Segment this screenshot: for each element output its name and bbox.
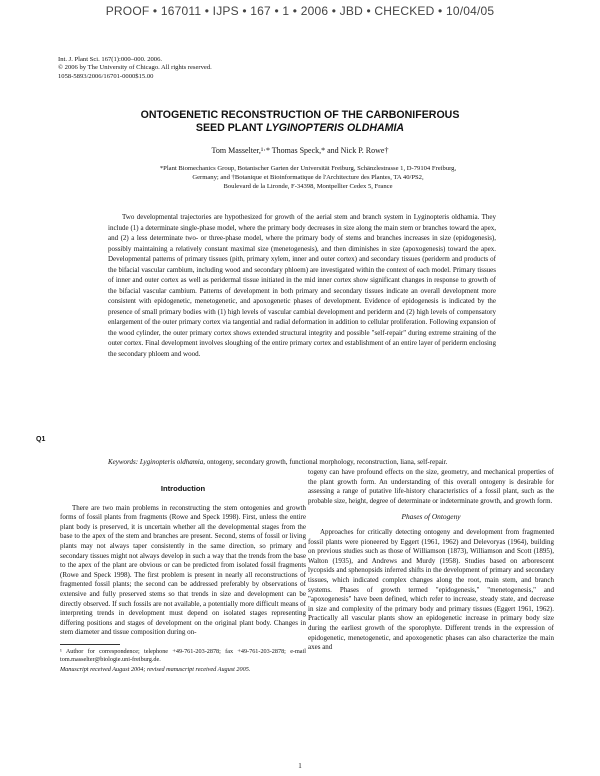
- journal-line: Int. J. Plant Sci. 167(1):000–000. 2006.: [58, 56, 163, 63]
- affiliation-line: Boulevard de la Lironde, F-34398, Montpellier Cedex 5, France: [223, 183, 393, 191]
- affiliation-line: *Plant Biomechanics Group, Botanischer Garten der Universität Freiburg, Schänzlestrasse 1, D-79104 Freiburg,: [159, 165, 457, 172]
- title-line: ONTOGENETIC RECONSTRUCTION OF THE CARBONIFEROUS: [140, 109, 460, 121]
- keywords-text: ontogeny, secondary growth, functional morphology, reconstruction, liana, self-repair.: [204, 458, 448, 466]
- footnote-rule: [60, 644, 120, 645]
- right-paragraph: Approaches for critically detecting ontogeny and development from fragmented fossil plants were pioneered by Eggert (1961, 1962) and Delevoryas (1964), building on previous studies such as those of Williamson (1873), Williamson and Scott (1895), Walton (1935), and Andrews and Murdy (1958). Studies based on arborescent lycopsids and sphenopsids inferred shifts in the development of primary and secondary tissues, which indicated complex changes along the root, main stem, and branch systems. Phases of growth termed "epidogenesis," "menetogenesis," and "apoxogenesis" have been defined, which refer to increase, steady state, and decrease in size and complexity of the primary body and primary tissues (Eggert 1961, 1962). Practically all vascular plants show an epidogenetic increase in primary body size during the earliest growth of the sporophyte. Different trends in the expression of epidogenetic, menetogenetic, and apoxogenetic phases can also characterize the main axes and: [308, 527, 554, 652]
- left-column: [60, 484, 306, 674]
- keywords-label: Keywords:: [108, 458, 139, 466]
- journal-line: 1058-5893/2006/16701-0000$15.00: [58, 72, 154, 80]
- right-column: [308, 468, 554, 653]
- affiliation-line: Germany; and †Botanique et Bioinformatique de l'Architecture des Plantes, TA 40/PS2,: [192, 174, 424, 182]
- title-species: LYGINOPTERIS OLDHAMIA: [265, 121, 405, 134]
- journal-citation: [58, 56, 212, 81]
- introduction-heading: Introduction: [160, 484, 206, 493]
- manuscript-note: Manuscript received August 2004; revised manuscript received August 2005.: [60, 665, 251, 673]
- title-line: [60, 122, 540, 135]
- footnote: ¹ Author for correspondence; telephone +49-761-203-2878; fax +49-761-203-2878; e-mail tom.masselter@biologie.uni-freiburg.de.: [60, 647, 306, 663]
- proof-header: PROOF • 167011 • IJPS • 167 • 1 • 2006 • JBD • CHECKED • 10/04/05: [105, 4, 495, 18]
- page-number: 1: [298, 762, 302, 770]
- abstract-text: Two developmental trajectories are hypothesized for growth of the aerial stem and branch system in Lyginopteris oldhamia. They include (1) a determinate single-phase model, where the primary body decreases in size along the main stem or branches toward the apex, and (2) a less determinate two- or three-phase model, where the primary body of stems and branches increases in size (epidogenesis), possibly maintaining a relatively constant maximal size (menetogenesis), and then diminishes in size (apoxogenesis) toward the apex. Developmental patterns of primary tissues (pith, primary xylem, inner and outer cortex) and secondary tissues (periderm and products of the bifacial vascular cambium, including wood and secondary phloem) are investigated within the context of each model. Primary tissues of inner and outer cortex as well as peridermal tissue initiated in the mid inner cortex show significant changes in response to growth of the bifacial vascular cambium. Patterns of development in both primary and secondary tissues indicate an overall development more consistent with epidogenetic, menetogenetic, and apoxogenetic phases of development. Evidence of epidogenesis is indicated by the presence of small primary bodies with (1) high levels of vascular cambial development and periderm and (2) high levels of compensatory enlargement of the outer primary cortex via tangential and radial deformation in addition to cellular proliferation. Following expansion of the wood cylinder, the outer primary cortex shows extended structural integrity and possible "self-repair" during extreme straining of the outer cortex. Final development involves sloughing of the entire primary cortex and establishment of an entire layer of periderm enclosing the secondary phloem and wood.: [108, 213, 496, 358]
- introduction-text: There are two main problems in reconstructing the stem ontogenies and growth forms of fossil plants from fragments (Rowe and Speck 1998). First, unless the entire plant body is preserved, it is uncertain whether all the developmental stages from the base to the apex of the stem and branches are present. Second, stems of fossil or living plants may not always taper consistently in the same direction, so primary and secondary tissues might not always develop in such a way that the trends from the base to the apex of the plant are obvious or can be predicted from isolated fossil fragments (Rowe and Speck 1998). The first problem is present in nearly all reconstructions of fragmented fossil plants; the second can be addressed preferably by observations of extensive and fully preserved stems so that trends in size and development can be directly observed. If such fossils are not available, a potentially more difficult means of interpreting trends in development must depend on isolated stages representing differing positions and stages of development on the original plant body. Changes in stem diameter and tissue composition during on-: [60, 503, 306, 637]
- abstract: [108, 212, 496, 359]
- right-paragraph: togeny can have profound effects on the size, geometry, and mechanical properties of the plant growth form. An understanding of this overall ontogeny is desirable for assessing a range of putative life-history characteristics of a fossil plant, such as the probable size, height, degree of determinate or indeterminate growth, and growth form.: [308, 468, 554, 505]
- author-list: Tom Masselter,¹·* Thomas Speck,* and Nick P. Rowe†: [211, 146, 389, 155]
- journal-line: © 2006 by The University of Chicago. All rights reserved.: [58, 64, 212, 72]
- article-title: [60, 109, 540, 134]
- affiliations: [108, 164, 508, 192]
- keywords-species: Lyginopteris oldhamia,: [139, 458, 205, 466]
- keywords: [108, 457, 496, 468]
- phases-heading: Phases of Ontogeny: [401, 512, 461, 522]
- query-mark: Q1: [36, 436, 46, 443]
- title-prefix: SEED PLANT: [195, 121, 266, 134]
